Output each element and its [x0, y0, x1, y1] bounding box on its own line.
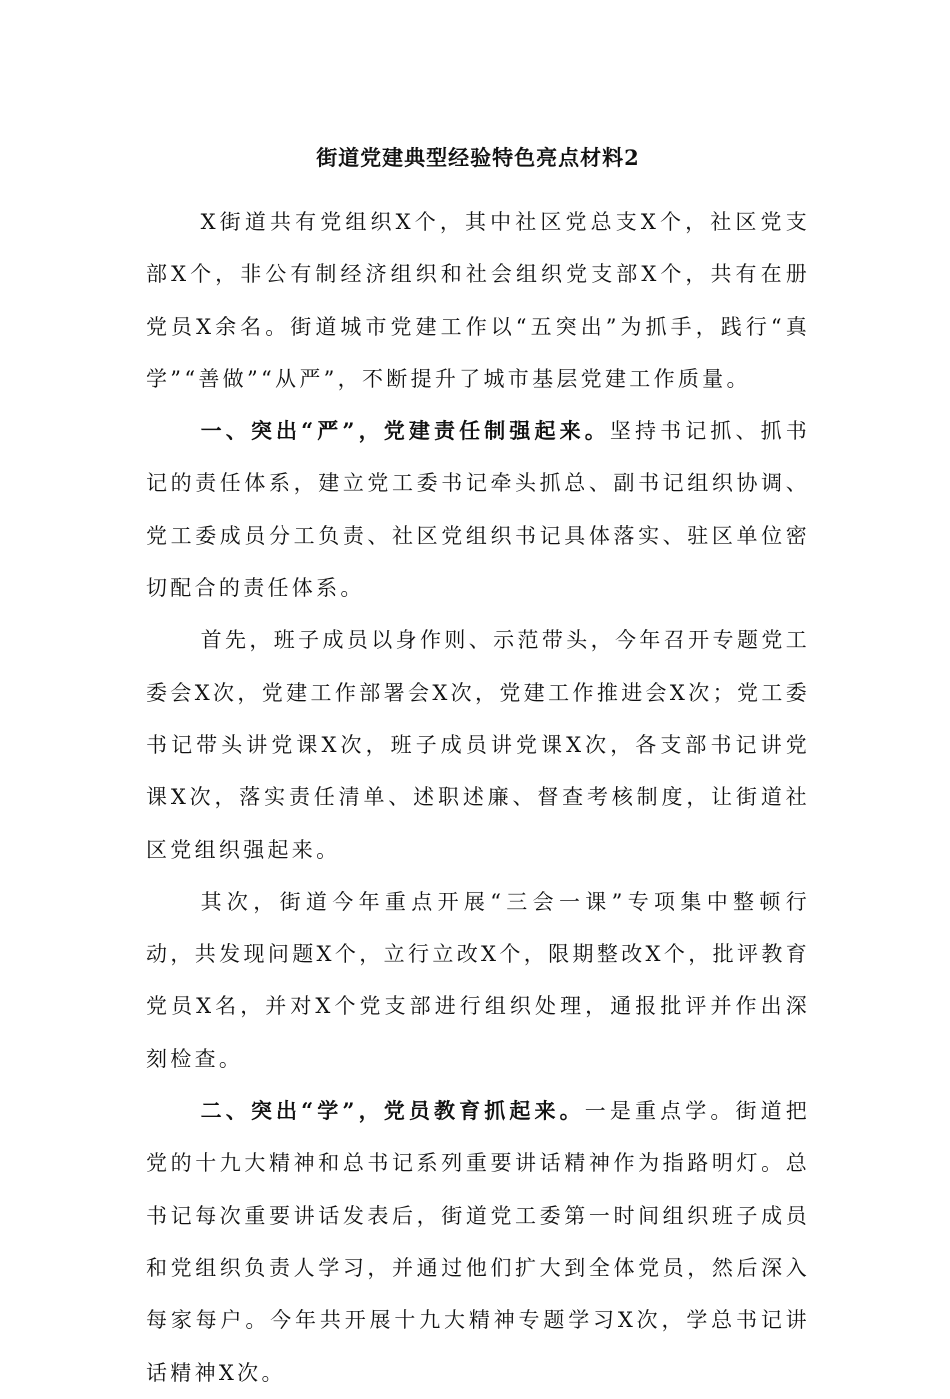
paragraph-text: 坚持书记抓、抓书记的责任体系，建立党工委书记牵头抓总、副书记组织协调、党工委成员分工负责、社区党组织书记具体落实、驻区单位密切配合的责任体系。 [146, 419, 810, 601]
document-title: 街道党建典型经验特色亮点材料2 [316, 145, 640, 170]
paragraph-text: X街道共有党组织X个，其中社区党总支X个，社区党支部X个，非公有制经济组织和社会组织党支部X个，共有在册党员X余名。街道城市党建工作以“五突出”为抓手，践行“真学”“善做”“从严”，不断提升了城市基层党建工作质量。 [146, 210, 810, 391]
paragraph-text: 一是重点学。街道把党的十九大精神和总书记系列重要讲话精神作为指路明灯。总书记每次重要讲话发表后，街道党工委第一时间组织班子成员和党组织负责人学习，并通过他们扩大到全体党员，然后深入每家每户。今年共开展十九大精神专题学习X次，学总书记讲话精神X次。 [146, 1099, 810, 1385]
paragraph-second [146, 876, 810, 1085]
paragraph-intro [146, 196, 810, 405]
paragraph-text: 首先，班子成员以身作则、示范带头，今年召开专题党工委会X次，党建工作部署会X次，党建工作推进会X次；党工委书记带头讲党课X次，班子成员讲党课X次，各支部书记讲党课X次，落实责任清单、述职述廉、督查考核制度，让街道社区党组织强起来。 [146, 628, 810, 862]
section-heading: 一、突出“严”，党建责任制强起来。 [200, 418, 610, 444]
document-page [146, 138, 810, 1399]
section-heading: 二、突出“学”，党员教育抓起来。 [200, 1098, 585, 1124]
paragraph-text: 其次，街道今年重点开展“三会一课”专项集中整顿行动，共发现问题X个，立行立改X个，限期整改X个，批评教育党员X名，并对X个党支部进行组织处理，通报批评并作出深刻检查。 [146, 889, 810, 1071]
paragraph-first [146, 614, 810, 875]
paragraph-section-one [146, 405, 810, 614]
paragraph-section-two [146, 1085, 810, 1399]
